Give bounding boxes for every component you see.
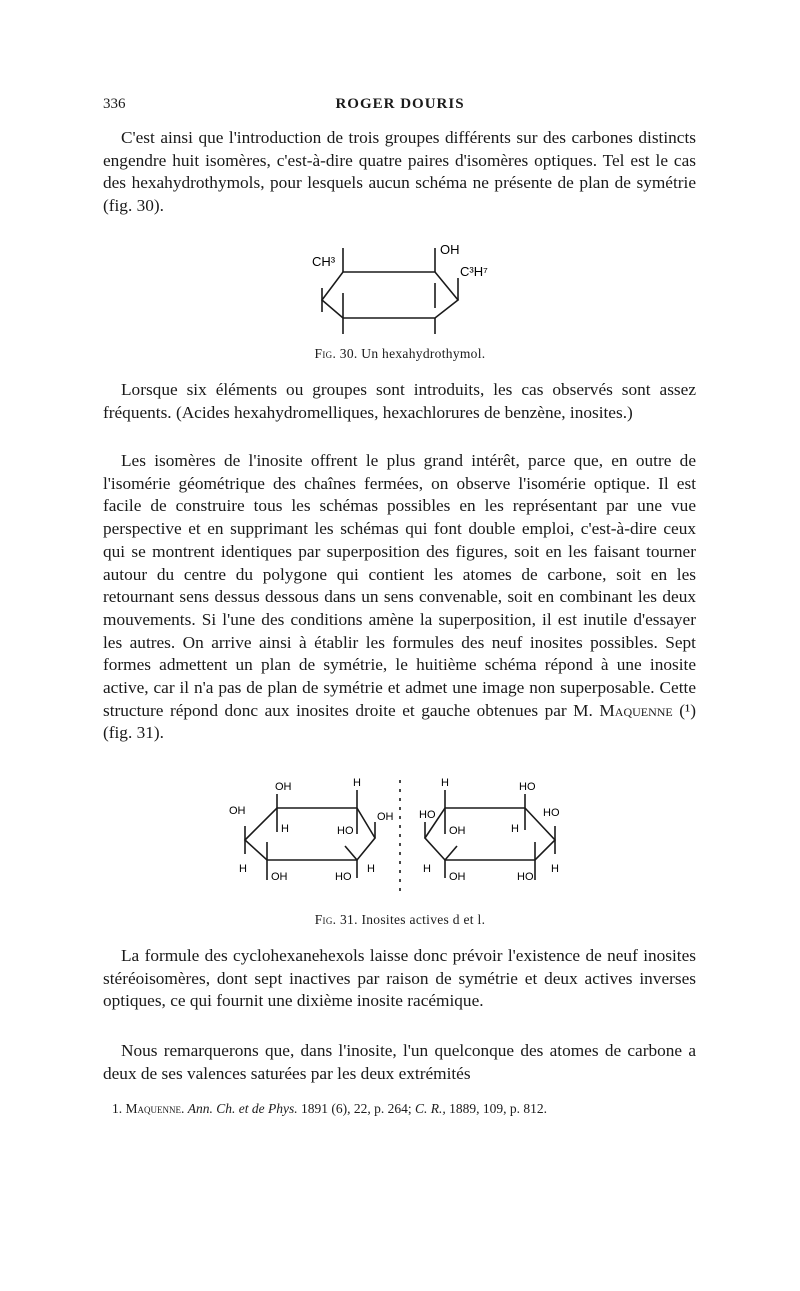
fig31-right-ho-left: HO (419, 809, 436, 821)
fig31-caption-text: Inosites actives d et l. (361, 912, 486, 927)
fig31-right-h-bottom-right: H (551, 863, 559, 875)
fig31-left-h-bottom-right: H (367, 863, 375, 875)
footnote-ref-2: 1889, 109, p. 812. (449, 1101, 547, 1116)
paragraph-5: Nous remarquerons que, dans l'inosite, l'un quelconque des atomes de carbone a deux de ses valences saturées par les deux extrémités (103, 1041, 696, 1083)
paragraph-2: Lorsque six éléments ou groupes sont introduits, les cas observés sont assez fréquents. (Acides hexahydromelliques, hexachlorures de benzène, inosites.) (103, 380, 696, 422)
fig31-left-oh-bottom: OH (271, 871, 288, 883)
fig30-caption-label: Fig. 30. (314, 346, 358, 361)
fig31-left-ho-bottom: HO (335, 871, 352, 883)
footnote-number: 1. (112, 1101, 123, 1116)
page-number: 336 (103, 96, 126, 112)
footnote-reference: (¹) (679, 700, 696, 720)
page-header (0, 96, 800, 120)
author-name-maquenne: Maquenne (599, 700, 673, 720)
paragraph-3 (103, 450, 696, 745)
fig30-caption-text: Un hexahydrothymol. (361, 346, 486, 361)
running-title: ROGER DOURIS (335, 96, 465, 112)
figure-31-diagram (225, 772, 575, 902)
figure-reference: (fig. 31). (103, 723, 164, 743)
footnote (112, 1100, 702, 1118)
fig31-caption-label: Fig. 31. (314, 912, 358, 927)
fig31-left-oh-right: OH (377, 811, 394, 823)
paragraph-3-text: Les isomères de l'inosite offrent le plus grand intérêt, parce que, en outre de l'isomérie géométrique des chaînes fermées, on observe l'isomérie optique. Il est facile de construire tous les schémas possibles en les représentant par une vue perspective et en supprimant les schémas qui font double emploi, c'est-à-dire ceux qui se montrent identiques par superposition des figures, soit en les faisant tourner autour du centre du polygone qui contient les atomes de carbone, soit en les retournant sens dessus dessous dans un sens convenable, soit en combinant les deux mouvements. Si l'une des conditions amène la superposition, il est inutile d'essayer les autres. On arrive ainsi à établir les formules des neuf inosites possibles. Sept formes admettent un plan de symétrie, le huitième schéma répond à une inosite active, car il n'a pas de plan de symétrie et admet une image non superposable. Cette structure répond donc aux inosites droite et gauche obtenues par M. (103, 451, 696, 720)
fig31-left-oh-top: OH (275, 781, 292, 793)
fig31-left-oh-left: OH (229, 805, 246, 817)
fig30-label-c3h7: C³H⁷ (460, 264, 488, 279)
figure-30-diagram (300, 238, 520, 338)
footnote-journal-2: C. R., (414, 1101, 446, 1116)
figure-30-caption (0, 346, 800, 362)
fig30-label-ch3: CH³ (312, 254, 336, 269)
fig31-right-h-bottom-left: H (423, 863, 431, 875)
fig31-right-ho-bottom: HO (517, 871, 534, 883)
paragraph-4: La formule des cyclohexanehexols laisse donc prévoir l'existence de neuf inosites stéréoisomères, dont sept inactives par raison de symétrie et deux actives inverses optiques, ce qui fournit une dixième inosite racémique. (103, 946, 696, 1011)
fig31-right-h-inner: H (511, 823, 519, 835)
fig31-left-h-top: H (353, 777, 361, 789)
fig31-left-h-inner: H (281, 823, 289, 835)
fig31-left-h-bottom-left: H (239, 863, 247, 875)
figure-31-caption (0, 912, 800, 928)
fig31-right-ho-right: HO (543, 807, 560, 819)
footnote-ref-1: 1891 (6), 22, p. 264; (300, 1101, 412, 1116)
fig31-right-ho-top: HO (519, 781, 536, 793)
paragraph-1: C'est ainsi que l'introduction de trois groupes différents sur des carbones distincts engendre huit isomères, c'est-à-dire quatre paires d'isomères optiques. Tel est le cas des hexahydrothymols, pour lesquels aucun schéma ne présente de plan de symétrie (fig. 30). (103, 128, 696, 216)
fig30-label-oh: OH (440, 242, 460, 257)
fig31-left-ho-inner: HO (337, 825, 354, 837)
fig31-right-oh-bottom: OH (449, 871, 466, 883)
footnote-journal: Ann. Ch. et de Phys. (187, 1101, 298, 1116)
fig31-right-h-top: H (441, 777, 449, 789)
footnote-author: Maquenne. (125, 1101, 185, 1116)
fig31-right-oh-inner: OH (449, 825, 466, 837)
